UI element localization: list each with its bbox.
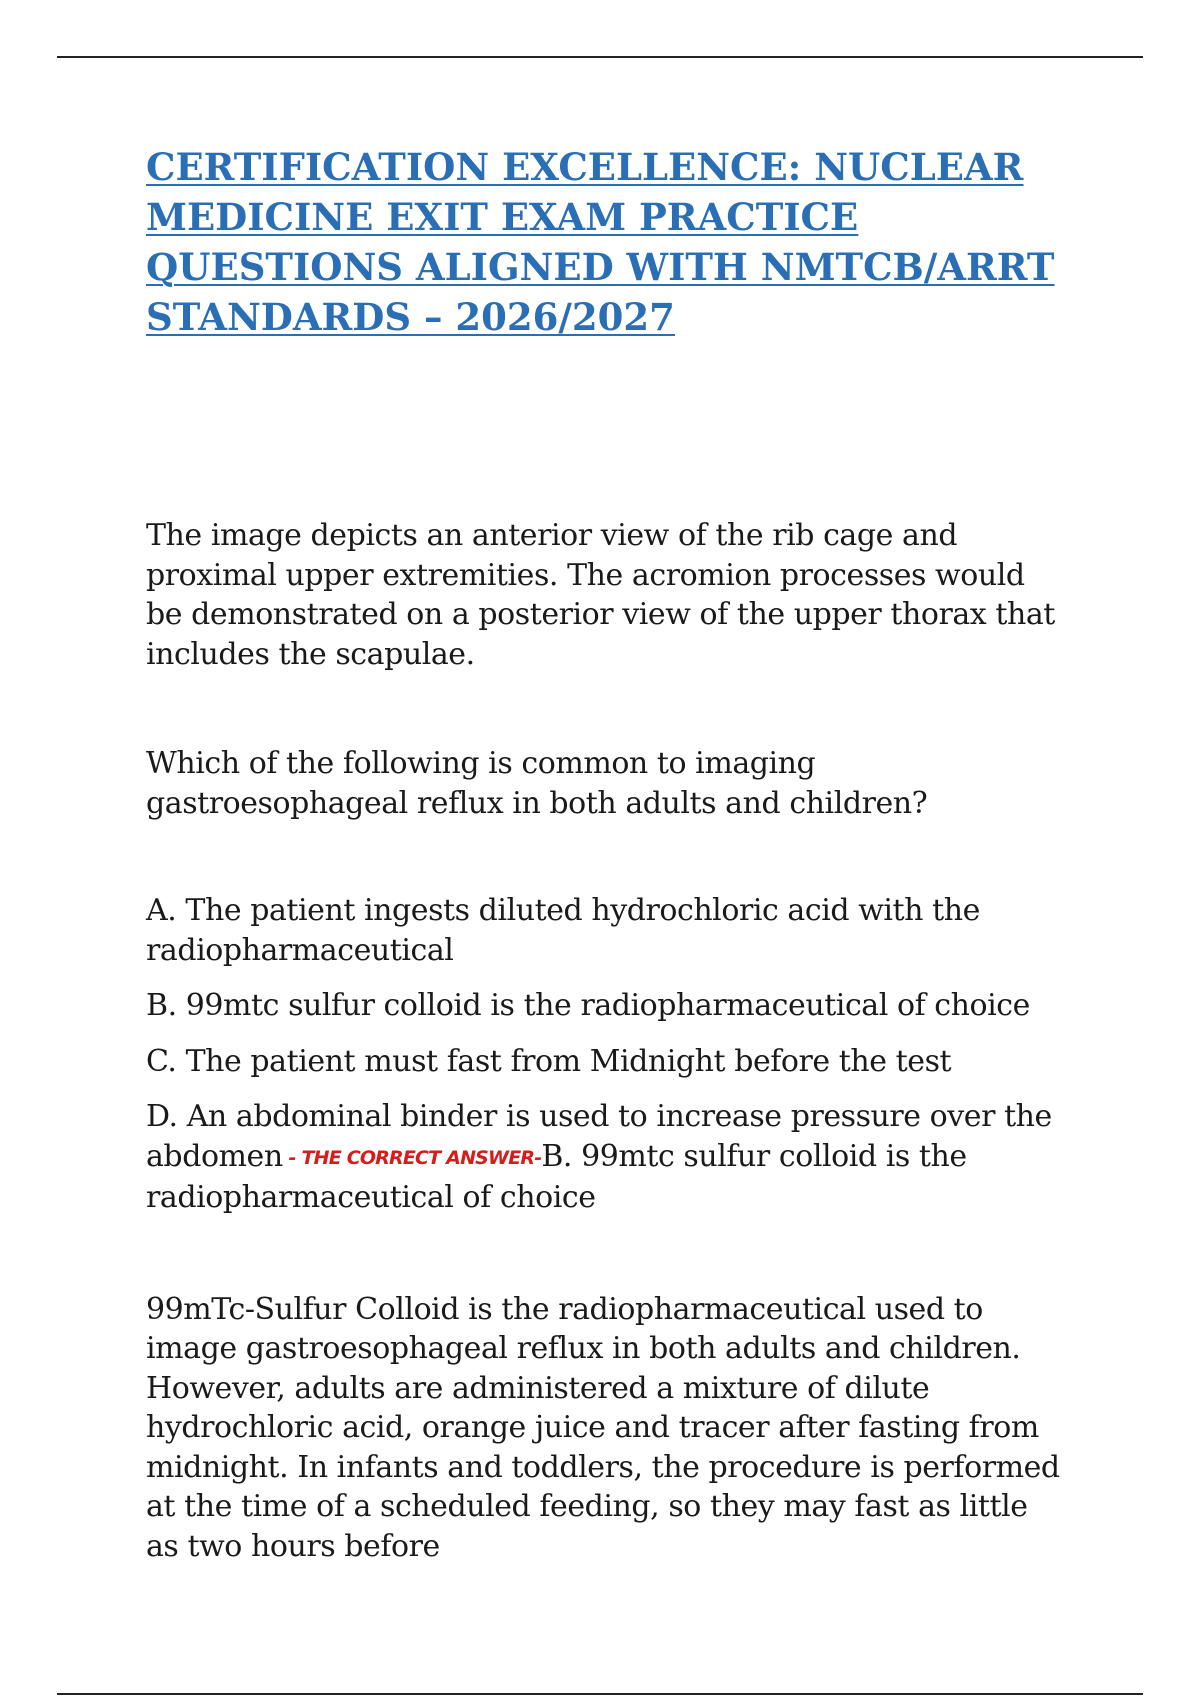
title-link[interactable]: CERTIFICATION EXCELLENCE: NUCLEAR MEDICINE EXIT EXAM PRACTICE QUESTIONS ALIGNED WITH NMTCB/ARRT STANDARDS – 2026/2027 [146, 145, 1055, 339]
option-b: B. 99mtc sulfur colloid is the radiopharmaceutical of choice [146, 988, 1030, 1023]
page-content [146, 142, 1066, 1566]
correct-answer-marker: - THE CORRECT ANSWER- [282, 1146, 542, 1169]
correct-answer: B. 99mtc sulfur colloid is the radiopharmaceutical of choice [146, 1138, 967, 1215]
intro-paragraph: The image depicts an anterior view of the rib cage and proximal upper extremities. The acromion processes would be demonstrated on a posterior view of the upper thorax that includes the scapulae. [146, 518, 1055, 672]
document-title[interactable] [146, 142, 1066, 342]
option-d: D. An abdominal binder is used to increase pressure over the abdomen [146, 1099, 1052, 1174]
question-text: Which of the following is common to imaging gastroesophageal reflux in both adults and children? [146, 746, 928, 821]
answer-options [146, 891, 1066, 1218]
option-c: C. The patient must fast from Midnight before the test [146, 1043, 952, 1079]
bottom-divider [57, 1693, 1143, 1695]
top-divider [57, 56, 1143, 58]
option-a: A. The patient ingests diluted hydrochloric acid with the radiopharmaceutical [146, 893, 980, 968]
option-d-with-answer [146, 1097, 1066, 1218]
explanation-paragraph: 99mTc-Sulfur Colloid is the radiopharmaceutical used to image gastroesophageal reflux in both adults and children. However, adults are administered a mixture of dilute hydrochloric acid, orange juice and tracer after fasting from midnight. In infants and toddlers, the procedure is performed at the time of a scheduled feeding, so they may fast as little as two hours before [146, 1291, 1060, 1564]
